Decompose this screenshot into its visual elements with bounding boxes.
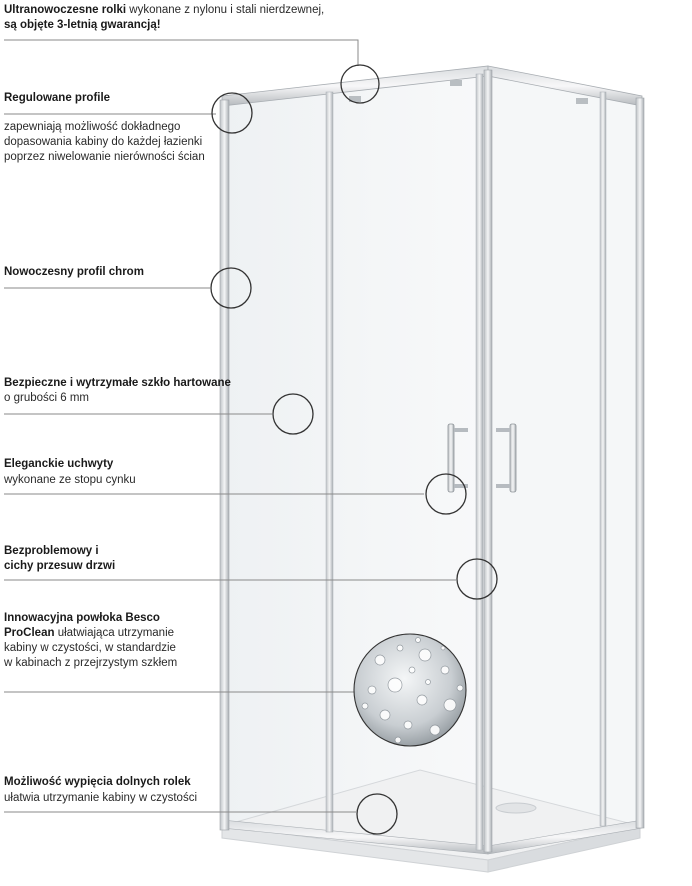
feature-tempered-glass: Bezpieczne i wytrzymałe szkło hartowane o grubości 6 mm	[4, 377, 231, 404]
feature-handles: Eleganckie uchwyty	[4, 458, 114, 470]
feature-handles-desc: wykonane ze stopu cynku	[4, 474, 136, 486]
feature-door-sliding: Bezproblemowy i cichy przesuw drzwi	[4, 545, 116, 572]
drain-icon	[496, 803, 536, 813]
fixed-panel-edge-right	[600, 92, 606, 826]
feature-chrome-profile: Nowoczesny profil chrom	[4, 266, 144, 278]
feature-removable-rollers: Możliwość wypięcia dolnych rolek	[4, 776, 191, 788]
proclean-coating-sample	[354, 634, 466, 746]
feature-adjustable-profiles	[4, 91, 214, 106]
feature-adjustable-profiles-desc: zapewniają możliwość dokładnego dopasowania kabiny do każdej łazienki poprzez niwelowanie nierówności ścian	[4, 121, 205, 163]
feature-adjustable-profiles-title: Regulowane profile	[4, 92, 111, 104]
corner-profile	[484, 70, 492, 852]
feature-rollers: Ultranowoczesne rolki wykonane z nylonu i stali nierdzewnej, są objęte 3-letnią gwarancją!	[4, 4, 325, 31]
feature-removable-rollers-desc: ułatwia utrzymanie kabiny w czystości	[4, 792, 198, 804]
feature-proclean-coating: Innowacyjna powłoka Besco ProClean ułatwiająca utrzymanie kabiny w czystości, w standardzie w kabinach z przejrzystym szkłem	[4, 612, 178, 669]
feature-rollers-title: Ultranowoczesne rolki	[4, 4, 127, 16]
fixed-panel-edge-left	[326, 92, 333, 832]
wall-profile-right	[636, 98, 644, 828]
